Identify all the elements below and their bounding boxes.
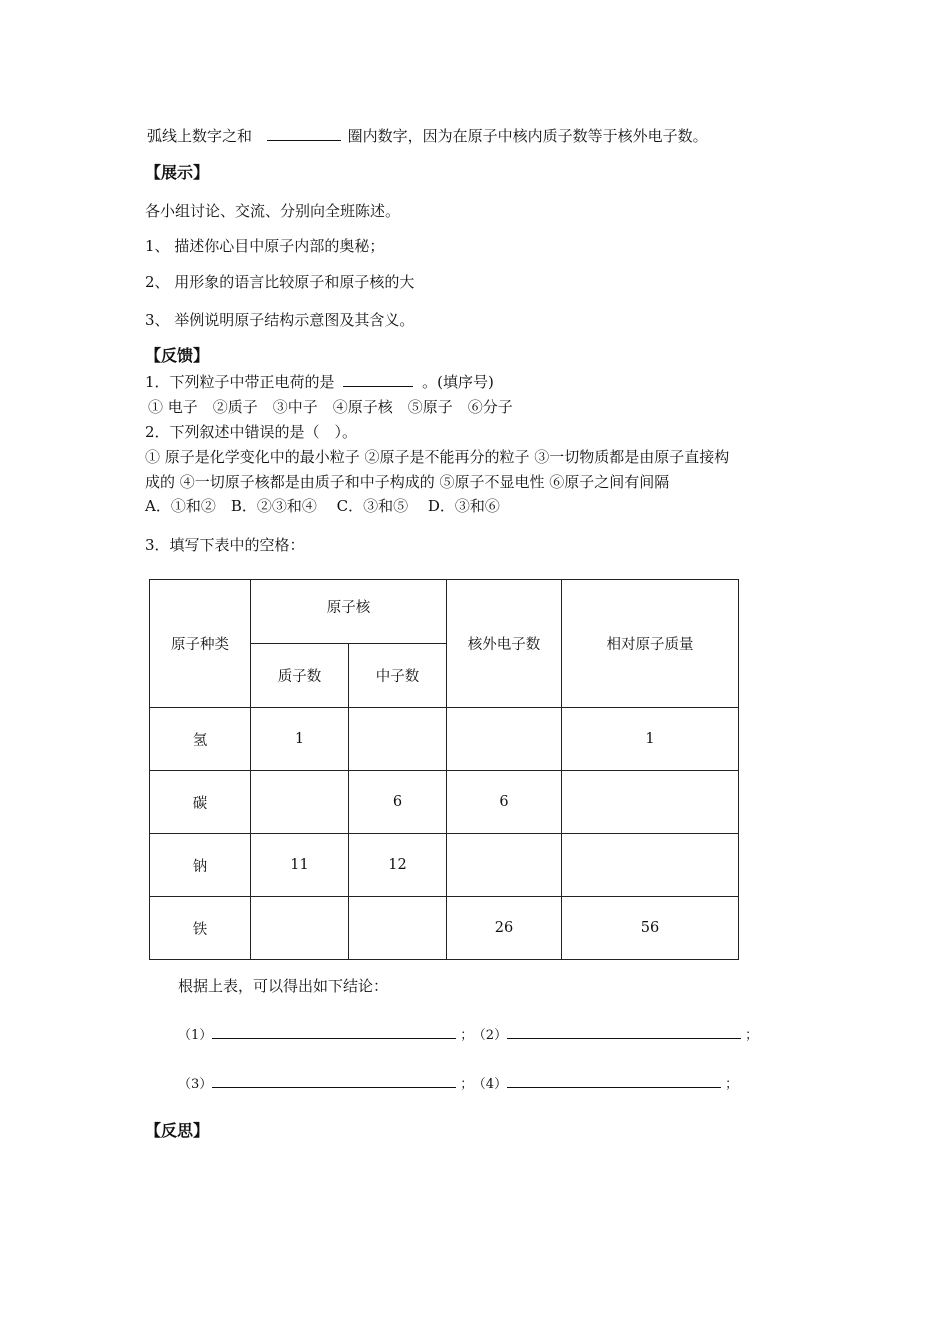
q3-stem: 3．填写下表中的空格： — [145, 536, 305, 554]
intro-before: 弧线上数字之和 — [147, 127, 253, 145]
q1-stem — [145, 372, 494, 392]
q2-line: ① 原子是化学变化中的最小粒子 ②原子是不能再分的粒子 ③一切物质都是由原子直接构 — [145, 448, 730, 466]
header-neutrons: 中子数 — [349, 644, 447, 708]
atom-table — [149, 579, 739, 960]
cell-mass[interactable]: 1 — [562, 708, 739, 771]
conclusion-separator: ； — [725, 1077, 739, 1092]
conclusion-intro: 根据上表，可以得出如下结论： — [178, 977, 389, 995]
conclusion-blank[interactable] — [212, 1073, 456, 1088]
cell-name: 碳 — [150, 771, 251, 834]
cell-electrons[interactable]: 26 — [447, 897, 562, 960]
header-nucleus: 原子核 — [251, 580, 447, 644]
conclusion-row — [178, 1073, 738, 1095]
q2-choices: A．①和② B．②③和④ C．③和⑤ D．③和⑥ — [145, 497, 500, 515]
cell-protons[interactable]: 11 — [251, 834, 349, 897]
conclusion-label: （2） — [479, 1028, 508, 1043]
cell-mass[interactable]: 56 — [562, 897, 739, 960]
conclusion-separator: ； — [460, 1077, 474, 1092]
conclusion-blank[interactable] — [507, 1024, 741, 1039]
show-item: 3、 举例说明原子结构示意图及其含义。 — [145, 311, 415, 329]
header-atom-type: 原子种类 — [150, 580, 251, 708]
conclusion-label: （3） — [178, 1077, 213, 1092]
cell-mass[interactable] — [562, 771, 739, 834]
header-protons: 质子数 — [251, 644, 349, 708]
cell-protons[interactable] — [251, 897, 349, 960]
conclusion-blank[interactable] — [507, 1073, 721, 1088]
intro-blank[interactable] — [267, 126, 341, 141]
show-item: 各小组讨论、交流、分别向全班陈述。 — [145, 202, 401, 220]
table-row — [150, 708, 739, 771]
cell-neutrons[interactable]: 12 — [349, 834, 447, 897]
header-electrons: 核外电子数 — [447, 580, 562, 708]
q1-blank[interactable] — [343, 372, 413, 387]
conclusion-separator: ； — [745, 1028, 759, 1043]
conclusion-label: （1） — [178, 1028, 213, 1043]
cell-neutrons[interactable] — [349, 897, 447, 960]
conclusion-row — [178, 1024, 758, 1046]
q1-stem-after: 。(填序号) — [422, 373, 494, 391]
intro-after: 圈内数字，因为在原子中核内质子数等于核外电子数。 — [347, 127, 708, 145]
cell-name: 钠 — [150, 834, 251, 897]
table-row — [150, 897, 739, 960]
cell-electrons[interactable]: 6 — [447, 771, 562, 834]
q2-line: 成的 ④一切原子核都是由质子和中子构成的 ⑤原子不显电性 ⑥原子之间有间隔 — [145, 473, 670, 491]
cell-electrons[interactable] — [447, 708, 562, 771]
table-row — [150, 771, 739, 834]
cell-protons[interactable]: 1 — [251, 708, 349, 771]
intro-line — [147, 126, 708, 146]
table-row — [150, 834, 739, 897]
cell-mass[interactable] — [562, 834, 739, 897]
header-mass: 相对原子质量 — [562, 580, 739, 708]
show-item: 2、 用形象的语言比较原子和原子核的大 — [145, 273, 415, 291]
q1-stem-before: 1．下列粒子中带正电荷的是 — [145, 373, 335, 391]
conclusion-label: （4） — [479, 1077, 508, 1092]
section-reflect-heading: 【反思】 — [145, 1121, 210, 1140]
show-item: 1、 描述你心目中原子内部的奥秘； — [145, 237, 385, 255]
section-show-heading: 【展示】 — [145, 163, 210, 182]
cell-protons[interactable] — [251, 771, 349, 834]
cell-electrons[interactable] — [447, 834, 562, 897]
q2-stem: 2．下列叙述中错误的是（ ）。 — [145, 423, 358, 441]
conclusion-blank[interactable] — [212, 1024, 456, 1039]
cell-name: 氢 — [150, 708, 251, 771]
cell-neutrons[interactable] — [349, 708, 447, 771]
conclusion-separator: ； — [460, 1028, 474, 1043]
section-feedback-heading: 【反馈】 — [145, 346, 210, 365]
q1-options: ① 电子 ②质子 ③中子 ④原子核 ⑤原子 ⑥分子 — [148, 398, 513, 416]
cell-name: 铁 — [150, 897, 251, 960]
cell-neutrons[interactable]: 6 — [349, 771, 447, 834]
